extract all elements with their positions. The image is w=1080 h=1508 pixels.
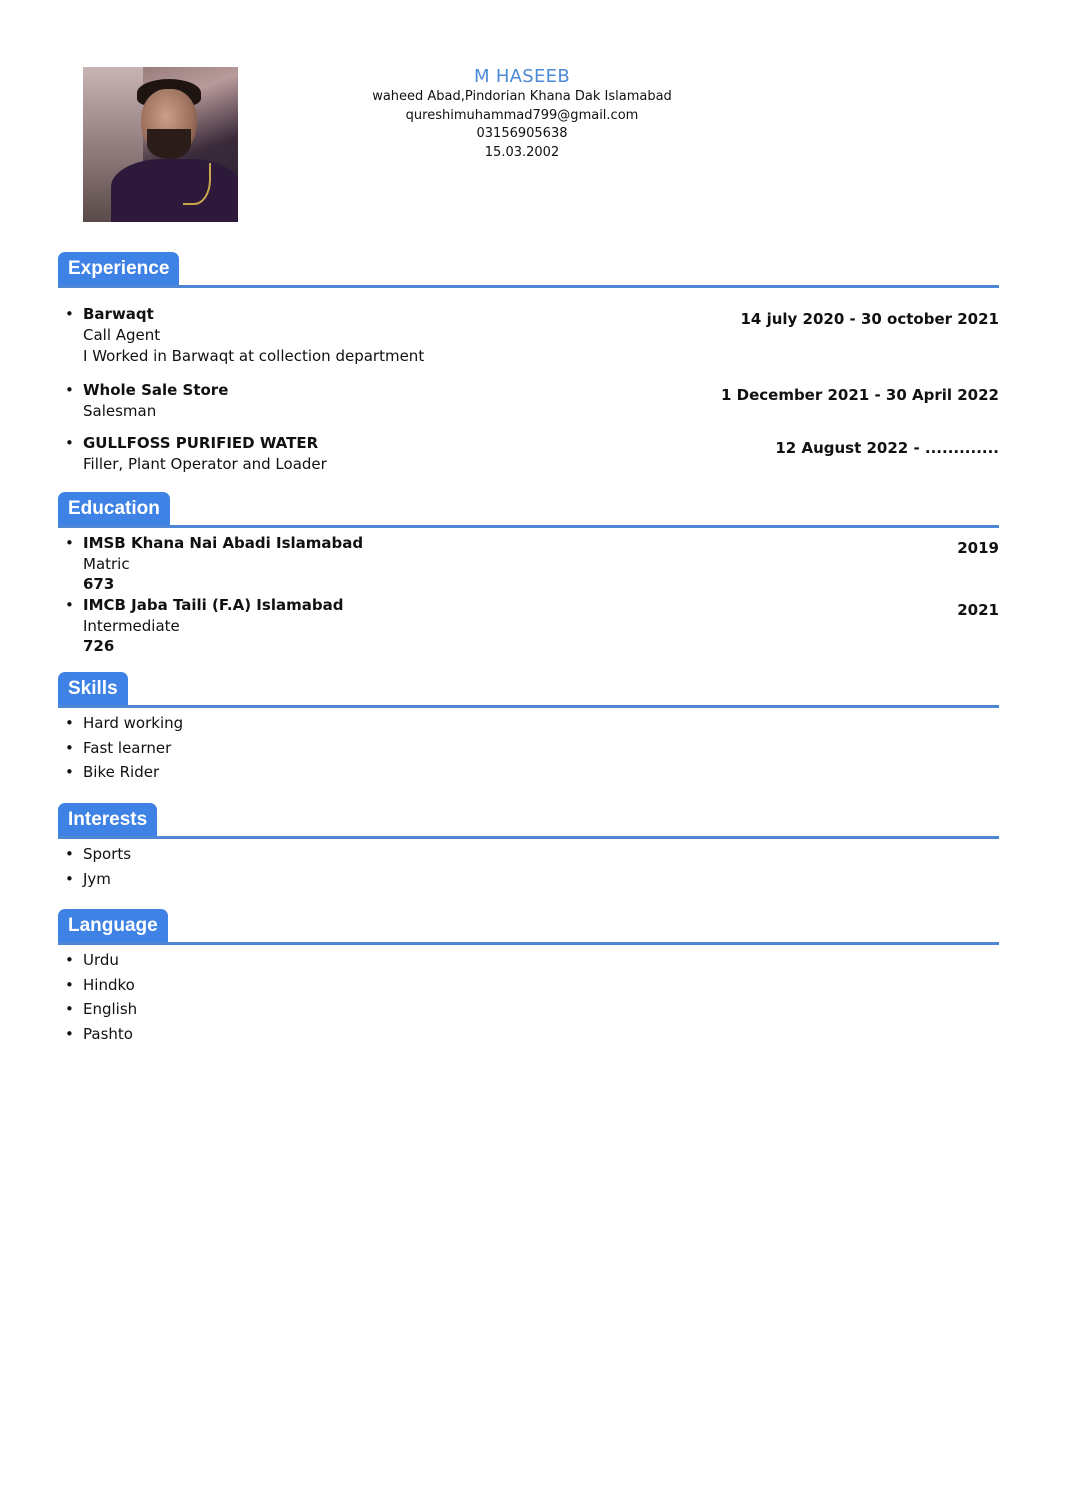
education-school: IMSB Khana Nai Abadi Islamabad [83, 534, 364, 552]
list-item: • Bike Rider [58, 762, 183, 787]
experience-entry [58, 433, 999, 475]
section-divider [58, 836, 999, 839]
interests-section-header [58, 803, 999, 839]
education-school: IMCB Jaba Taili (F.A) Islamabad [83, 596, 344, 614]
candidate-name: M HASEEB [473, 66, 571, 87]
education-section-header [58, 492, 999, 528]
education-year: 2021 [957, 601, 999, 619]
experience-company: Whole Sale Store [83, 381, 229, 399]
experience-heading: Experience [58, 252, 179, 285]
education-heading: Education [58, 492, 170, 525]
interests-list [58, 844, 131, 893]
list-item: • Jym [58, 869, 131, 894]
list-item: • Hindko [58, 975, 137, 1000]
contact-header [332, 66, 712, 162]
experience-description: I Worked in Barwaqt at collection department [83, 347, 425, 365]
language-section-header [58, 909, 999, 945]
date-of-birth: 15.03.2002 [484, 144, 560, 160]
bullet: • [65, 534, 74, 552]
photo-shirt [111, 159, 238, 222]
experience-dates: 12 August 2022 - ............. [775, 439, 999, 457]
language-list [58, 950, 137, 1049]
interests-heading: Interests [58, 803, 157, 836]
email[interactable]: qureshimuhammad799@gmail.com [405, 107, 639, 123]
experience-role: Call Agent [83, 326, 161, 344]
list-item: • Urdu [58, 950, 137, 975]
experience-company: GULLFOSS PURIFIED WATER [83, 434, 319, 452]
section-divider [58, 525, 999, 528]
photo-beard [147, 129, 191, 159]
education-year: 2019 [957, 539, 999, 557]
experience-role: Filler, Plant Operator and Loader [83, 455, 327, 473]
list-item: • Fast learner [58, 738, 183, 763]
list-item: • Pashto [58, 1024, 137, 1049]
experience-dates: 1 December 2021 - 30 April 2022 [720, 386, 999, 404]
education-level: Intermediate [83, 617, 180, 635]
education-level: Matric [83, 555, 130, 573]
skills-section-header [58, 672, 999, 708]
section-divider [58, 942, 999, 945]
list-item: • Hard working [58, 713, 183, 738]
profile-photo [83, 67, 238, 222]
experience-company: Barwaqt [83, 305, 154, 323]
bullet: • [65, 381, 74, 399]
experience-dates: 14 july 2020 - 30 october 2021 [740, 310, 999, 328]
experience-entry [58, 304, 999, 367]
education-entry [58, 533, 999, 593]
section-divider [58, 285, 999, 288]
section-divider [58, 705, 999, 708]
list-item: • English [58, 999, 137, 1024]
education-entry [58, 595, 999, 655]
skills-list [58, 713, 183, 787]
bullet: • [65, 596, 74, 614]
list-item: • Sports [58, 844, 131, 869]
language-heading: Language [58, 909, 168, 942]
education-marks: 673 [83, 575, 115, 593]
bullet: • [65, 305, 74, 323]
address: waheed Abad,Pindorian Khana Dak Islamabad [372, 89, 672, 104]
experience-section-header [58, 252, 999, 288]
skills-heading: Skills [58, 672, 128, 705]
bullet: • [65, 434, 74, 452]
experience-role: Salesman [83, 402, 157, 420]
education-marks: 726 [83, 637, 115, 655]
experience-entry [58, 380, 999, 422]
phone: 03156905638 [476, 126, 568, 141]
